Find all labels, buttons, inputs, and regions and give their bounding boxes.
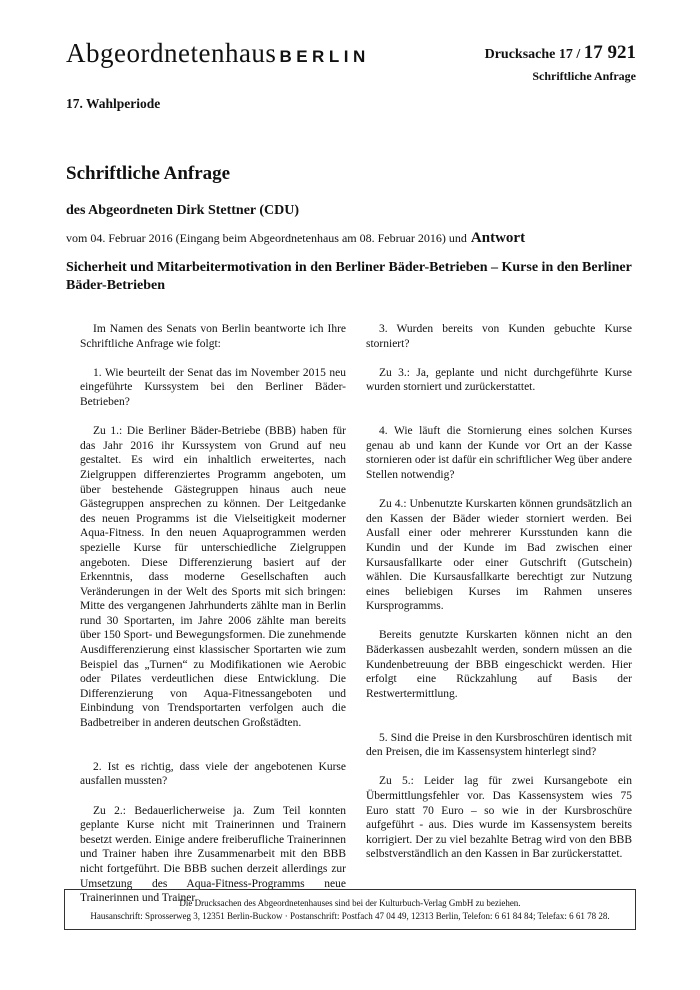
wahlperiode: 17. Wahlperiode	[66, 96, 161, 111]
question-3: 3. Wurden bereits von Kunden gebuchte Kurse storniert?	[366, 323, 632, 350]
answer-2: Zu 2.: Bedauerlicherweise ja. Zum Teil konnten geplante Kurse nicht mit Trainerinnen und Trainern besetzt werden. Einige andere freiberufliche Trainerinnen und Trainer haben ihre Zusammenarbeit mit den BBB nicht fortgeführt. Die BBB suchen derzeit allerdings zur Umsetzung des Aqua-Fitness-Programms neue Trainerinnen und Trainer.	[80, 804, 346, 905]
date-text: vom 04. Februar 2016 (Eingang beim Abgeordnetenhaus am 08. Februar 2016) und	[66, 231, 467, 245]
answer-label: Antwort	[470, 230, 526, 246]
date-line	[66, 230, 525, 247]
drucksache-line	[485, 42, 636, 64]
answer-3: Zu 3.: Ja, geplante und nicht durchgeführte Kurse wurden storniert und zurückerstattet.	[366, 366, 632, 394]
answer-5: Zu 5.: Leider lag für zwei Kursangebote ein Übermittlungsfehler vor. Das Kassensystem wies 75 Euro statt 70 Euro – so wie in der Kursbroschüre aufgeführt - aus. Dies wurde im Kassensystem bereits korrigiert. Der zu viel bezahlte Betrag wird von den BBB selbstverständlich an den Kassen in Bar zurückerstattet.	[366, 775, 632, 861]
right-column	[366, 322, 632, 862]
author-line: des Abgeordneten Dirk Stettner (CDU)	[66, 203, 300, 218]
question-4: 4. Wie läuft die Stornierung eines solchen Kurses genau ab und kann der Kunde vor Ort an der Kasse stornieren oder ist dafür ein schriftlicher Weg über andere Stellen notwendig?	[366, 425, 632, 481]
drucksache-label: Drucksache 17 /	[484, 47, 584, 62]
doc-type: Schriftliche Anfrage	[532, 69, 636, 83]
drucksache-block	[485, 42, 636, 84]
footer-box	[64, 889, 636, 930]
page-title: Schriftliche Anfrage	[66, 163, 231, 184]
intro-paragraph: Im Namen des Senats von Berlin beantworte ich Ihre Schriftliche Anfrage wie folgt:	[80, 323, 346, 350]
answer-4-continued: Bereits genutzte Kurskarten können nicht an den Bäderkassen ausbezahlt werden, sondern müssen an die Kundenbetreuung der BBB eingeschickt werden. Hier erfolgt eine Rückzahlung auf Basis der Restwertermittlung.	[366, 629, 632, 700]
question-2: 2. Ist es richtig, dass viele der angebotenen Kurse ausfallen mussten?	[80, 760, 346, 788]
left-column	[80, 322, 346, 906]
subject-heading: Sicherheit und Mitarbeitermotivation in den Berliner Bäder-Betrieben – Kurse in den Berliner Bäder-Betrieben	[66, 260, 632, 293]
answer-1: Zu 1.: Die Berliner Bäder-Betriebe (BBB) haben für das Jahr 2016 ihr Kurssystem von Grund auf neu gestaltet. Es wird ein inhaltlich erweitertes, nach Zielgruppen differenziertes Programm angeboten, um über bestehende Gästegruppen hinaus auch neue Gästegruppen ansprechen zu können. Der Leitgedanke des neuen Programms ist die Vielseitigkeit moderner Aqua-Fitness. In den neuen Aquaprogrammen werden spezielle Kurse für unterschiedliche Zielgruppen angeboten. Diese Differenzierung basiert auf der Erkenntnis, dass moderne Gesellschaften auch Veränderungen in der Welt des Sports mit sich bringen: Mitte des vergangenen Jahrhunderts zählte man in Berlin rund 30 Sportarten, im Jahre 2006 zählte man bereits über 150 Sport- und Bewegungsformen. Die zunehmende Ausdifferenzierung einst klassischer Sportarten wie zum Beispiel das „Turnen“ zu Modifikationen wie Aerobic oder Pilates verdeutlichen diese Entwicklung. Die Differenzierung von Aqua-Fitnessangeboten und Einbindung von Trendsportarten verfolgen auch die Badbetreiber in anderen deutschen Großstädten.	[80, 425, 346, 730]
footer-line-1: Die Drucksachen des Abgeordnetenhauses sind bei der Kulturbuch-Verlag GmbH zu beziehen.	[179, 898, 521, 908]
footer-line-2: Hausanschrift: Sprosserweg 3, 12351 Berlin-Buckow · Postanschrift: Postfach 47 04 49, 12313 Berlin, Telefon: 6 61 84 84; Telefax: 6 61 78 28.	[90, 911, 610, 921]
question-5: 5. Sind die Preise in den Kursbroschüren identisch mit den Preisen, die im Kassensystem hinterlegt sind?	[366, 731, 632, 759]
drucksache-number: 17 921	[583, 42, 636, 63]
question-1: 1. Wie beurteilt der Senat das im November 2015 neu eingeführte Kurssystem bei den Berliner Bäder- Betrieben?	[80, 366, 346, 408]
logo-city: BERLIN	[279, 47, 370, 66]
answer-4: Zu 4.: Unbenutzte Kurskarten können grundsätzlich an den Kassen der Bäder wieder storniert werden. Bei Ausfall einer oder mehrerer Kursstunden kann die Kundin und der Kunde im Bad zwischen einer Kursausfallkarte oder einer Gutschrift (Gutschein) wählen. Die Kursausfallkarte berechtigt zur Nutzung eines beliebigen Kurses im Rahmen unseres Kursprogramms.	[366, 498, 632, 613]
abgeordnetenhaus-logo	[66, 38, 370, 69]
logo-name: Abgeordnetenhaus	[66, 38, 277, 68]
